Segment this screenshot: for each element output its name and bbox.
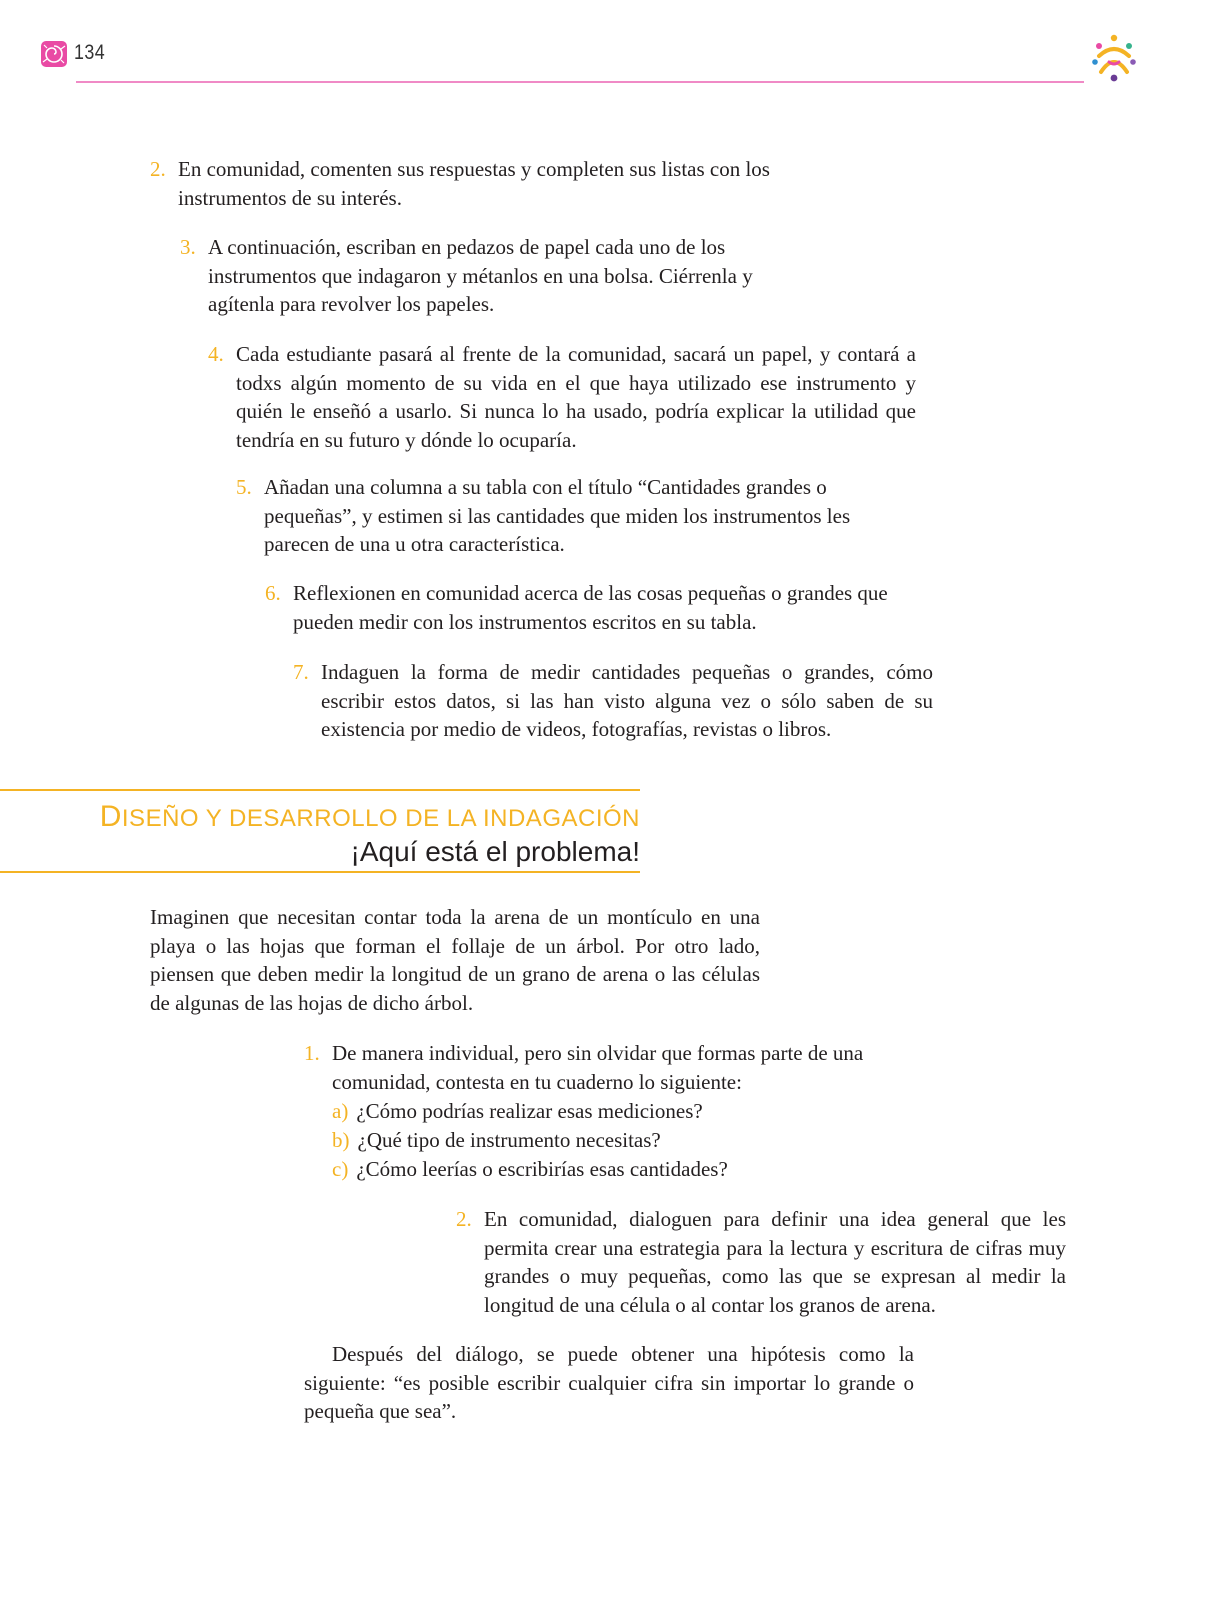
section-title-rest: ISEÑO Y DESARROLLO DE LA INDAGACIÓN bbox=[121, 805, 640, 832]
item-number: 5. bbox=[236, 475, 252, 499]
section-subtitle: ¡Aquí está el problema! bbox=[350, 836, 640, 867]
sub-item bbox=[332, 1097, 872, 1126]
item-number: 2. bbox=[456, 1207, 472, 1231]
item-text: De manera individual, pero sin olvidar que formas parte de una comunidad, contesta en tu cuaderno lo siguiente: bbox=[332, 1041, 864, 1094]
sub-item bbox=[332, 1155, 872, 1184]
sub-item-letter: a) bbox=[332, 1099, 349, 1123]
list-item bbox=[180, 233, 804, 319]
closing-paragraph: Después del diálogo, se puede obtener una hipótesis como la siguiente: “es posible escribir cualquier cifra sin importar lo grande o pequeña que sea”. bbox=[304, 1342, 914, 1423]
item-number: 2. bbox=[150, 157, 166, 181]
sub-item-letter: c) bbox=[332, 1157, 349, 1181]
item-text: En comunidad, dialoguen para definir una idea general que les permita crear una estrategia para la lectura y escritura de cifras muy grandes o muy pequeñas, como las que se expresan al medir la longitud de una célula o al contar los granos de arena. bbox=[484, 1207, 1066, 1317]
intro-paragraph: Imaginen que necesitan contar toda la arena de un montículo en una playa o las hojas que forman el follaje de un árbol. Por otro lado, piensen que deben medir la longitud de un grano de arena o las células de algunas de las hojas de dicho árbol. bbox=[150, 905, 760, 1015]
section-rule-bottom bbox=[0, 871, 640, 873]
community-logo-icon bbox=[1087, 32, 1141, 86]
sub-item-text: ¿Cómo podrías realizar esas mediciones? bbox=[356, 1099, 703, 1123]
item-text: En comunidad, comenten sus respuestas y completen sus listas con los instrumentos de su interés. bbox=[178, 157, 770, 210]
item-text: Reflexionen en comunidad acerca de las cosas pequeñas o grandes que pueden medir con los instrumentos escritos en su tabla. bbox=[293, 581, 888, 634]
header-divider bbox=[76, 81, 1084, 83]
list-item bbox=[456, 1205, 1066, 1319]
sub-item-text: ¿Qué tipo de instrumento necesitas? bbox=[357, 1128, 661, 1152]
section-title bbox=[0, 800, 640, 834]
list-item bbox=[265, 579, 905, 636]
section-title-initial: D bbox=[99, 800, 122, 833]
list-item bbox=[236, 473, 860, 559]
sub-item-letter: b) bbox=[332, 1128, 350, 1152]
spiral-emblem-icon bbox=[40, 40, 68, 68]
item-text: Indaguen la forma de medir cantidades pequeñas o grandes, cómo escribir estos datos, si las han visto alguna vez o sólo saben de su existencia por medio de videos, fotografías, revistas o libros. bbox=[321, 660, 933, 741]
section-rule-top bbox=[0, 789, 640, 791]
item-text: Cada estudiante pasará al frente de la comunidad, sacará un papel, y contará a todxs algún momento de su vida en el que haya utilizado ese instrumento y quién le enseñó a usarlo. Si nunca lo ha usado, podría explicar la utilidad que tendría en su futuro y dónde lo ocuparía. bbox=[236, 342, 916, 452]
sub-item-text: ¿Cómo leerías o escribirías esas cantidades? bbox=[356, 1157, 728, 1181]
list-item bbox=[208, 340, 916, 454]
item-number: 6. bbox=[265, 581, 281, 605]
item-number: 3. bbox=[180, 235, 196, 259]
page-number: 134 bbox=[74, 41, 106, 64]
item-text: A continuación, escriban en pedazos de papel cada uno de los instrumentos que indagaron y métanlos en una bolsa. Ciérrenla y agítenla para revolver los papeles. bbox=[208, 235, 753, 316]
sub-item bbox=[332, 1126, 872, 1155]
list-item bbox=[304, 1039, 874, 1096]
list-item bbox=[293, 658, 933, 744]
item-number: 1. bbox=[304, 1041, 320, 1065]
item-number: 4. bbox=[208, 342, 224, 366]
item-number: 7. bbox=[293, 660, 309, 684]
item-text: Añadan una columna a su tabla con el título “Cantidades grandes o pequeñas”, y estimen si las cantidades que miden los instrumentos les parecen de una u otra característica. bbox=[264, 475, 851, 556]
list-item bbox=[150, 155, 774, 212]
